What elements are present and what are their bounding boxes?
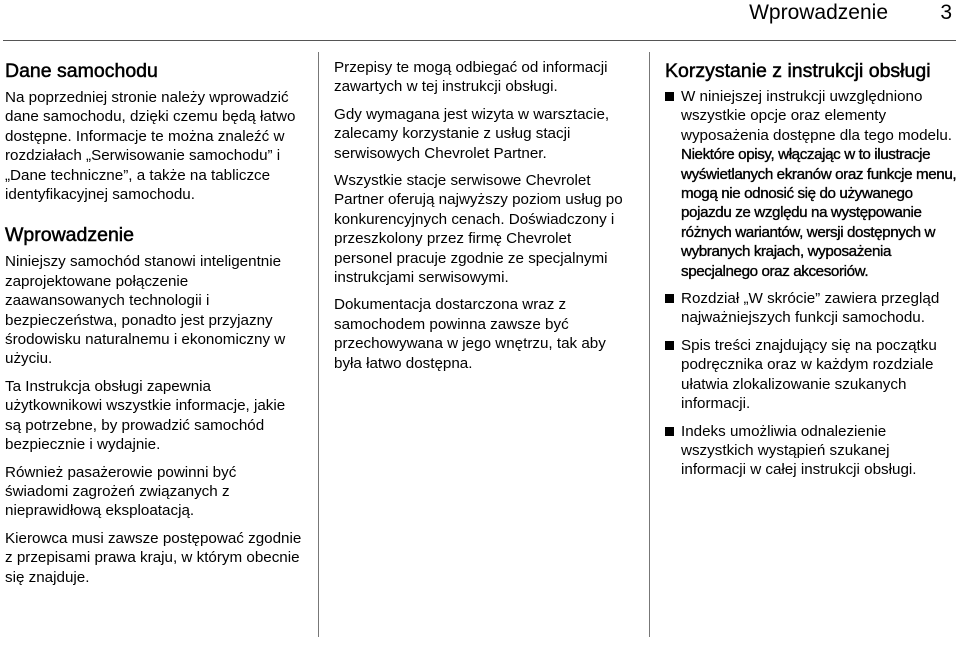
- paragraph: Niniejszy samochód stanowi inteligentnie zaprojektowane połączenie zaawansowanych technologii i bezpieczeństwa, ponadto jest przyjazny środowisku naturalnemu i ekonomiczny w użyciu.: [5, 253, 286, 368]
- list-item: [665, 87, 957, 281]
- section-heading-vehicle-data: Dane samochodu: [5, 60, 158, 82]
- list-item: [665, 289, 957, 328]
- page-number: 3: [940, 1, 952, 24]
- list-item-text: Spis treści znajdujący się na początku podręcznika oraz w każdym rozdziale ułatwia zlokalizowanie szukanych informacji.: [681, 336, 937, 413]
- square-bullet-icon: [665, 427, 674, 436]
- section-heading-using-manual: Korzystanie z instrukcji obsługi: [665, 60, 931, 82]
- column-divider-2: [649, 52, 650, 637]
- paragraph: Kierowca musi zawsze postępować zgodnie z przepisami prawa kraju, w którym obecnie się znajduje.: [5, 529, 302, 586]
- column-divider-1: [318, 52, 319, 637]
- list-item-text: Rozdział „W skrócie” zawiera przegląd najważniejszych funkcji samochodu.: [681, 290, 940, 327]
- square-bullet-icon: [665, 92, 674, 101]
- column-1: [5, 58, 303, 587]
- list-item: [665, 336, 957, 414]
- page-header: [0, 0, 960, 40]
- paragraph: Również pasażerowie powinni być świadomi zagrożeń związanych z nieprawidłową eksploatacją.: [5, 463, 237, 520]
- running-header-title: Wprowadzenie: [749, 1, 888, 24]
- list-item: [665, 422, 957, 480]
- paragraph: Ta Instrukcja obsługi zapewnia użytkownikowi wszystkie informacje, jakie są potrzebne, by prowadzić samochód bezpiecznie i wydajnie.: [5, 377, 286, 454]
- bullet-list: [665, 87, 957, 480]
- paragraph: Przepisy te mogą odbiegać od informacji zawartych w tej instrukcji obsługi.: [334, 59, 608, 96]
- paragraph: Na poprzedniej stronie należy wprowadzić dane samochodu, dzięki czemu będą łatwo dostępne. Informacje te można znaleźć w rozdziałach „Serwisowanie samochodu” i „Dane techniczne”, a także na tabliczce identyfikacyjnej samochodu.: [5, 89, 296, 204]
- paragraph: Dokumentacja dostarczona wraz z samochodem powinna zawsze być przechowywana w jego wnętrzu, tak aby była łatwo dostępna.: [334, 296, 606, 372]
- header-divider: [3, 40, 956, 41]
- list-item-text: Indeks umożliwia odnalezienie wszystkich wystąpień szukanej informacji w całej instrukcji obsługi.: [681, 422, 917, 479]
- column-3: [665, 58, 957, 488]
- section-heading-introduction: Wprowadzenie: [5, 224, 134, 247]
- paragraph: Wszystkie stacje serwisowe Chevrolet Partner oferują najwyższy poziom usług po konkurencyjnych cenach. Doświadczony i przeszkolony przez firmę Chevrolet personel pracuje zgodnie ze specjalnymi instrukcjami serwisowymi.: [334, 172, 623, 287]
- list-item-emphasis: Niektóre opisy, włączając w to ilustracje wyświetlanych ekranów oraz funkcje menu, mogą nie odnosić się do używanego pojazdu ze względu na występowanie różnych wariantów, wersji dostępnych w wybranych krajach, wyposażenia specjalnego oraz akcesoriów.: [681, 146, 957, 280]
- paragraph: Gdy wymagana jest wizyta w warsztacie, zalecamy korzystanie z usług stacji serwisowych Chevrolet Partner.: [334, 105, 610, 162]
- column-2: [334, 58, 632, 373]
- square-bullet-icon: [665, 294, 674, 303]
- square-bullet-icon: [665, 341, 674, 350]
- list-item-text: W niniejszej instrukcji uwzględniono wszystkie opcje oraz elementy wyposażenia dostępne dla tego modelu.: [681, 88, 953, 144]
